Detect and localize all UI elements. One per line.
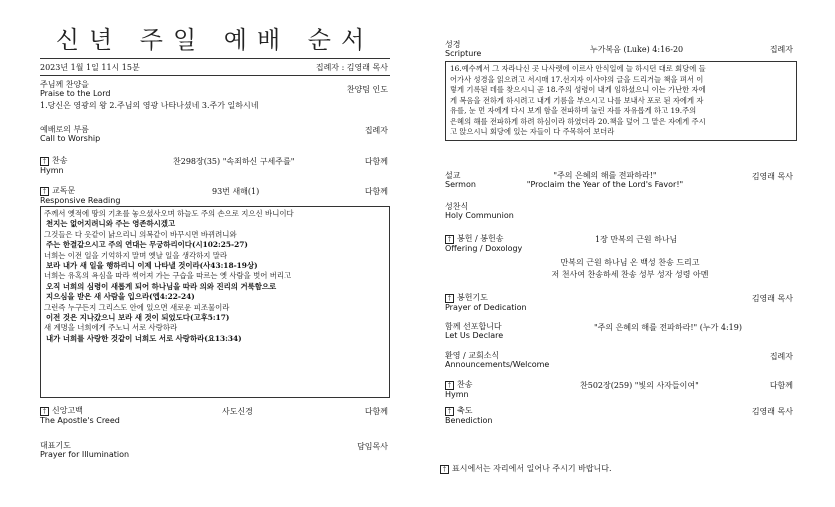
passage-line: 은혜의 해를 전파하게 하려 하심이라 하였더라 20.책을 덮어 그 맡은 자에게 주시 bbox=[450, 116, 706, 126]
reading-line: 내가 너희를 사랑한 것같이 너희도 서로 사랑하라(요13:34) bbox=[46, 333, 242, 343]
stand-icon: † bbox=[40, 157, 49, 166]
declare-ko: 함께 선포합니다 bbox=[445, 322, 502, 331]
creed-item bbox=[40, 406, 120, 425]
responsive-leader: 다함께 bbox=[364, 187, 388, 196]
passage-line: 어가사 성경을 읽으려고 서시매 17.선지자 이사야의 글을 드리거늘 책을 펴서 이 bbox=[450, 74, 704, 84]
reading-line: 주는 한결같으시고 주의 연대는 무궁하리이다(시102:25-27) bbox=[46, 240, 248, 250]
passage-line: 고 앉으시니 회당에 있는 자들이 다 주목하여 보더라 bbox=[450, 127, 615, 136]
doxology-text bbox=[480, 257, 780, 281]
benediction-ko: 축도 bbox=[457, 406, 473, 415]
offering-title: 1장 만복의 근원 하나님 bbox=[595, 235, 678, 244]
declare-item bbox=[445, 322, 503, 340]
announce-ko: 환영 / 교회소식 bbox=[445, 351, 500, 360]
hymn2-title: 찬502장(259) "빛의 사자들이여" bbox=[580, 381, 699, 390]
dedication-en: Prayer of Dedication bbox=[445, 302, 527, 312]
reading-line: 그런즉 누구든지 그리스도 안에 있으면 새로운 피조물이라 bbox=[44, 302, 230, 312]
presider: 집례자 : 김영래 목사 bbox=[315, 63, 388, 72]
responsive-reading-box bbox=[40, 206, 390, 398]
offering-ko: 봉헌 / 봉헌송 bbox=[457, 234, 504, 243]
hymn-en: Hymn bbox=[40, 165, 64, 175]
communion-ko: 성찬식 bbox=[445, 202, 469, 211]
benediction-item bbox=[445, 406, 492, 425]
reading-line: 주께서 옛적에 땅의 기초를 놓으셨사오며 하늘도 주의 손으로 지으신 바니이다 bbox=[44, 209, 294, 218]
call-leader: 집례자 bbox=[364, 126, 388, 135]
dedication-leader: 김영래 목사 bbox=[751, 294, 793, 303]
scripture-leader: 집례자 bbox=[769, 45, 793, 54]
hymn-ko: 찬송 bbox=[52, 156, 68, 165]
passage-line: 16.예수께서 그 자라나신 곳 나사렛에 이르사 안식일에 늘 하시던 대로 회당에 들 bbox=[450, 64, 706, 73]
scripture-item bbox=[445, 40, 481, 58]
hymn2-item bbox=[445, 380, 472, 399]
reading-line: 오직 너희의 심령이 새롭게 되어 하나님을 따라 의와 진리의 거룩함으로 bbox=[46, 281, 277, 291]
praise-leader: 찬양팀 인도 bbox=[346, 85, 388, 94]
footnote-text: 표시에서는 자리에서 일어나 주시기 바랍니다. bbox=[452, 464, 612, 473]
hymn2-en: Hymn bbox=[445, 389, 469, 399]
hymn-title: 찬298장(35) "속죄하신 구세주를" bbox=[173, 157, 295, 166]
prayer-ko: 대표기도 bbox=[40, 441, 71, 450]
sermon-item bbox=[445, 171, 476, 189]
benediction-leader: 김영래 목사 bbox=[751, 407, 793, 416]
scripture-ko: 성경 bbox=[445, 40, 461, 49]
dedication-item bbox=[445, 293, 527, 312]
sermon-en: Sermon bbox=[445, 180, 476, 189]
service-date: 2023년 1월 1일 11시 15분 bbox=[40, 63, 140, 72]
praise-ko: 주님께 찬양을 bbox=[40, 80, 89, 89]
responsive-item bbox=[40, 186, 120, 205]
reading-line: 천지는 없어지려니와 주는 영존하시겠고 bbox=[46, 219, 176, 229]
hymn2-ko: 찬송 bbox=[457, 380, 473, 389]
stand-icon: † bbox=[445, 235, 454, 244]
praise-item bbox=[40, 80, 110, 98]
scripture-en: Scripture bbox=[445, 49, 482, 58]
hymn-item bbox=[40, 156, 67, 175]
offering-en: Offering / Doxology bbox=[445, 243, 523, 253]
doxology-line: 만복의 근원 하나님 온 백성 찬송 드리고 bbox=[560, 258, 700, 267]
sermon-title-ko: "주의 은혜의 해를 전파하라!" bbox=[553, 171, 657, 180]
page-title: 신년 주일 예배 순서 bbox=[55, 26, 375, 54]
reading-line: 그것들은 다 옷같이 낡으리니 의복같이 바꾸시면 바뀌려니와 bbox=[44, 229, 237, 239]
doxology-line: 저 천사여 찬송하세 찬송 성부 성자 성령 아멘 bbox=[551, 270, 709, 279]
praise-en: Praise to the Lord bbox=[40, 89, 111, 98]
communion-en: Holy Communion bbox=[445, 211, 514, 220]
responsive-title: 93번 새해(1) bbox=[212, 187, 260, 196]
reading-line: 이전 것은 지나갔으니 보라 새 것이 되었도다(고후5:17) bbox=[46, 313, 230, 323]
reading-line: 너희는 이전 일을 기억하지 말며 옛날 일을 생각하지 말라 bbox=[44, 250, 228, 260]
call-item bbox=[40, 125, 100, 143]
creed-title: 사도신경 bbox=[222, 407, 253, 416]
stand-icon: † bbox=[40, 407, 49, 416]
passage-line: 게 복음을 전하게 하시려고 내게 기름을 부으시고 나를 보내사 포로 된 자에게 자 bbox=[450, 95, 704, 105]
creed-leader: 다함께 bbox=[364, 407, 388, 416]
communion-item bbox=[445, 202, 514, 220]
responsive-ko: 교독문 bbox=[52, 186, 76, 195]
service-header bbox=[40, 58, 390, 76]
benediction-en: Benediction bbox=[445, 415, 493, 425]
dedication-ko: 봉헌기도 bbox=[457, 293, 488, 302]
reading-line: 너희는 유혹의 욕심을 따라 썩어져 가는 구습을 따르는 옛 사람을 벗어 버리고 bbox=[44, 271, 292, 281]
announce-en: Announcements/Welcome bbox=[445, 360, 550, 369]
creed-en: The Apostle's Creed bbox=[40, 415, 120, 425]
hymn-leader: 다함께 bbox=[364, 157, 388, 166]
stand-icon: † bbox=[445, 407, 454, 416]
passage-line: 렇게 기록된 데를 찾으시니 곧 18.주의 성령이 내게 임하셨으니 이는 가난한 자에 bbox=[450, 85, 706, 94]
sermon-title bbox=[505, 171, 705, 189]
passage-line: 유를, 눈 먼 자에게 다시 보게 함을 전파하며 눌린 자를 자유롭게 하고 19.주의 bbox=[450, 106, 697, 115]
stand-icon: † bbox=[40, 187, 49, 196]
stand-icon: † bbox=[445, 294, 454, 303]
praise-songs: 1.당신은 영광의 왕 2.주님의 영광 나타나셨네 3.주가 일하시네 bbox=[40, 101, 259, 110]
stand-icon: † bbox=[445, 381, 454, 390]
prayer-item bbox=[40, 441, 129, 459]
scripture-ref: 누가복음 (Luke) 4:16-20 bbox=[590, 45, 684, 54]
reading-line: 새 계명을 너희에게 주노니 서로 사랑하라 bbox=[44, 323, 178, 333]
stand-icon: † bbox=[440, 465, 449, 474]
announce-leader: 집례자 bbox=[769, 352, 793, 361]
declare-en: Let Us Declare bbox=[445, 331, 504, 340]
offering-item bbox=[445, 234, 522, 253]
prayer-en: Prayer for Illumination bbox=[40, 450, 130, 459]
declare-title: "주의 은혜의 해를 전파하라!" (누가 4:19) bbox=[594, 323, 742, 332]
call-ko: 예배로의 부름 bbox=[40, 125, 89, 134]
reading-line: 지으심을 받은 새 사람을 입으라(엡4:22-24) bbox=[46, 292, 195, 302]
prayer-leader: 담임목사 bbox=[357, 442, 388, 451]
responsive-en: Responsive Reading bbox=[40, 195, 121, 205]
reading-line: 보라 내가 새 일을 행하리니 이제 나타낼 것이라(사43:18-19상) bbox=[46, 261, 258, 271]
hymn2-leader: 다함께 bbox=[769, 381, 793, 390]
scripture-passage-box bbox=[445, 61, 797, 141]
creed-ko: 신앙고백 bbox=[52, 406, 83, 415]
sermon-title-en: "Proclaim the Year of the Lord's Favor!" bbox=[526, 180, 684, 189]
sermon-leader: 김영래 목사 bbox=[751, 172, 793, 181]
footnote bbox=[440, 464, 612, 474]
announce-item bbox=[445, 351, 549, 369]
sermon-ko: 설교 bbox=[445, 171, 461, 180]
call-en: Call to Worship bbox=[40, 134, 101, 143]
